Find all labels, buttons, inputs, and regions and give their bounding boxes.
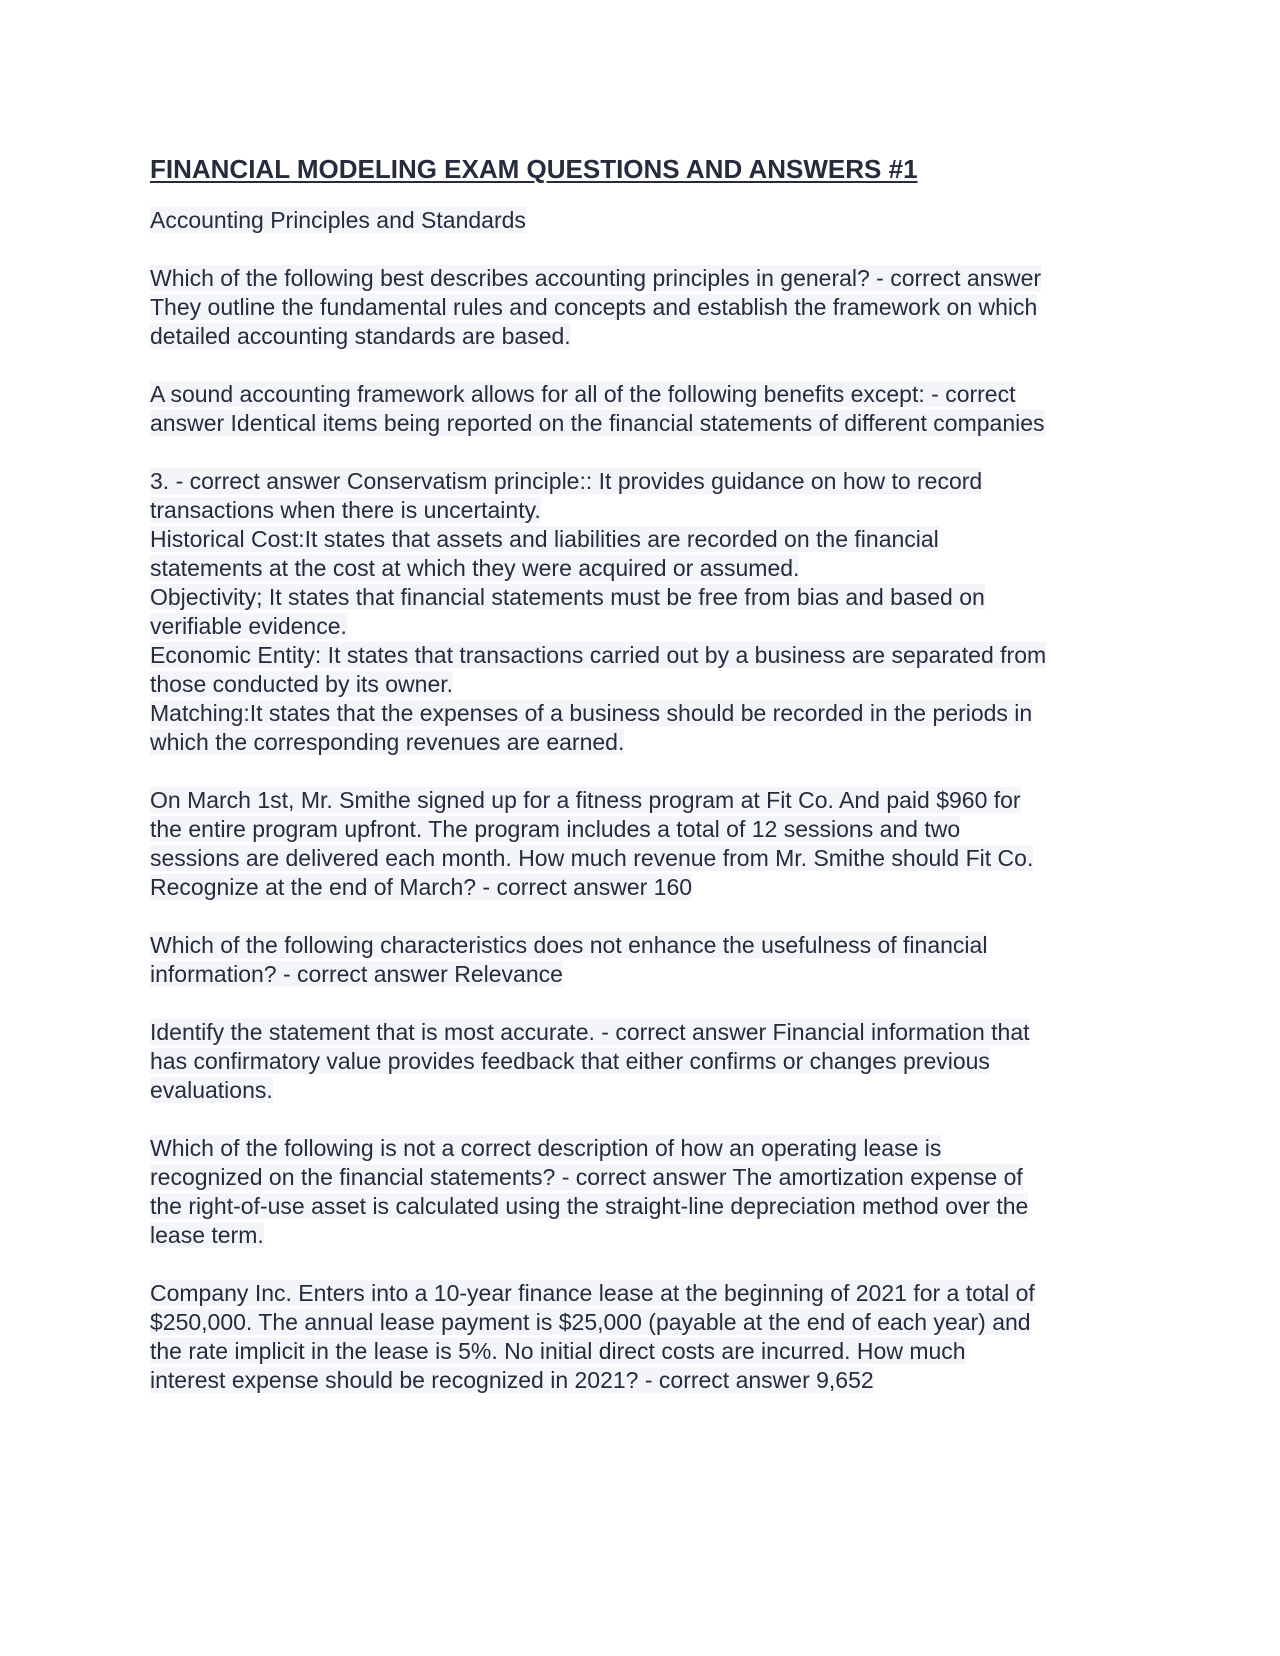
question-paragraph <box>150 931 1130 989</box>
text-line-content: lease term. <box>150 1222 264 1248</box>
text-line-content: Recognize at the end of March? - correct answer 160 <box>150 874 693 900</box>
text-line-content: Which of the following is not a correct description of how an operating lease is <box>150 1135 942 1161</box>
text-line-content: the right-of-use asset is calculated using the straight-line depreciation method over the <box>150 1193 1029 1219</box>
question-list-bottom <box>150 786 1130 1395</box>
principle-paragraph <box>150 467 1130 525</box>
text-line-content: verifiable evidence. <box>150 613 347 639</box>
principle-paragraph <box>150 641 1130 699</box>
text-line <box>150 1076 1130 1105</box>
text-line-content: On March 1st, Mr. Smithe signed up for a fitness program at Fit Co. And paid $960 for <box>150 787 1021 813</box>
question-paragraph <box>150 1134 1130 1250</box>
text-line-content: the entire program upfront. The program includes a total of 12 sessions and two <box>150 816 961 842</box>
text-line <box>150 844 1130 873</box>
text-line <box>150 641 1130 670</box>
text-line <box>150 496 1130 525</box>
text-line-content: Identify the statement that is most accurate. - correct answer Financial information that <box>150 1019 1030 1045</box>
text-line <box>150 1221 1130 1250</box>
question-paragraph <box>150 380 1130 438</box>
text-line <box>150 612 1130 641</box>
text-line <box>150 1018 1130 1047</box>
text-line <box>150 525 1130 554</box>
text-line <box>150 467 1130 496</box>
text-line-content: transactions when there is uncertainty. <box>150 497 541 523</box>
text-line <box>150 554 1130 583</box>
text-line-content: $250,000. The annual lease payment is $25,000 (payable at the end of each year) and <box>150 1309 1031 1335</box>
text-line <box>150 931 1130 960</box>
text-line <box>150 1163 1130 1192</box>
question-paragraph <box>150 786 1130 902</box>
text-line <box>150 1366 1130 1395</box>
text-line <box>150 1134 1130 1163</box>
text-line <box>150 786 1130 815</box>
text-line-content: Historical Cost:It states that assets and liabilities are recorded on the financial <box>150 526 939 552</box>
text-line <box>150 583 1130 612</box>
text-line <box>150 409 1130 438</box>
text-line <box>150 873 1130 902</box>
text-line-content: Economic Entity: It states that transactions carried out by a business are separated from <box>150 642 1047 668</box>
text-line <box>150 699 1130 728</box>
question-list-top <box>150 264 1130 438</box>
text-line-content: A sound accounting framework allows for all of the following benefits except: - correct <box>150 381 1016 407</box>
text-line <box>150 1337 1130 1366</box>
text-line-content: information? - correct answer Relevance <box>150 961 563 987</box>
text-line <box>150 322 1130 351</box>
document-page <box>150 150 1130 1424</box>
question-paragraph <box>150 1279 1130 1395</box>
text-line <box>150 1279 1130 1308</box>
text-line-content: interest expense should be recognized in 2021? - correct answer 9,652 <box>150 1367 874 1393</box>
text-line <box>150 728 1130 757</box>
principle-paragraph <box>150 525 1130 583</box>
text-line <box>150 380 1130 409</box>
text-line-content: statements at the cost at which they were acquired or assumed. <box>150 555 800 581</box>
document-title: FINANCIAL MODELING EXAM QUESTIONS AND ANSWERS #1 <box>150 154 918 184</box>
text-line <box>150 264 1130 293</box>
text-line <box>150 815 1130 844</box>
text-line-content: recognized on the financial statements? - correct answer The amortization expense of <box>150 1164 1023 1190</box>
text-line <box>150 1192 1130 1221</box>
principle-paragraph <box>150 583 1130 641</box>
question-paragraph <box>150 264 1130 351</box>
principles-group <box>150 467 1130 757</box>
text-line-content: detailed accounting standards are based. <box>150 323 571 349</box>
section-heading <box>150 206 1130 235</box>
text-line <box>150 1308 1130 1337</box>
text-line-content: Which of the following characteristics does not enhance the usefulness of financial <box>150 932 988 958</box>
text-line-content: those conducted by its owner. <box>150 671 454 697</box>
text-line-content: Which of the following best describes accounting principles in general? - correct answer <box>150 265 1042 291</box>
text-line-content: the rate implicit in the lease is 5%. No initial direct costs are incurred. How much <box>150 1338 966 1364</box>
text-line <box>150 293 1130 322</box>
text-line-content: which the corresponding revenues are earned. <box>150 729 625 755</box>
question-paragraph <box>150 1018 1130 1105</box>
text-line-content: answer Identical items being reported on the financial statements of different companies <box>150 410 1045 436</box>
text-line-content: evaluations. <box>150 1077 273 1103</box>
text-line-content: 3. - correct answer Conservatism principle:: It provides guidance on how to record <box>150 468 983 494</box>
text-line <box>150 1047 1130 1076</box>
section-heading-text: Accounting Principles and Standards <box>150 207 526 233</box>
principle-paragraph <box>150 699 1130 757</box>
text-line <box>150 960 1130 989</box>
text-line-content: Matching:It states that the expenses of a business should be recorded in the periods in <box>150 700 1033 726</box>
text-line-content: Objectivity; It states that financial statements must be free from bias and based on <box>150 584 985 610</box>
text-line-content: sessions are delivered each month. How much revenue from Mr. Smithe should Fit Co. <box>150 845 1034 871</box>
text-line-content: Company Inc. Enters into a 10-year finance lease at the beginning of 2021 for a total of <box>150 1280 1035 1306</box>
text-line-content: They outline the fundamental rules and concepts and establish the framework on which <box>150 294 1038 320</box>
text-line-content: has confirmatory value provides feedback that either confirms or changes previous <box>150 1048 990 1074</box>
text-line <box>150 670 1130 699</box>
